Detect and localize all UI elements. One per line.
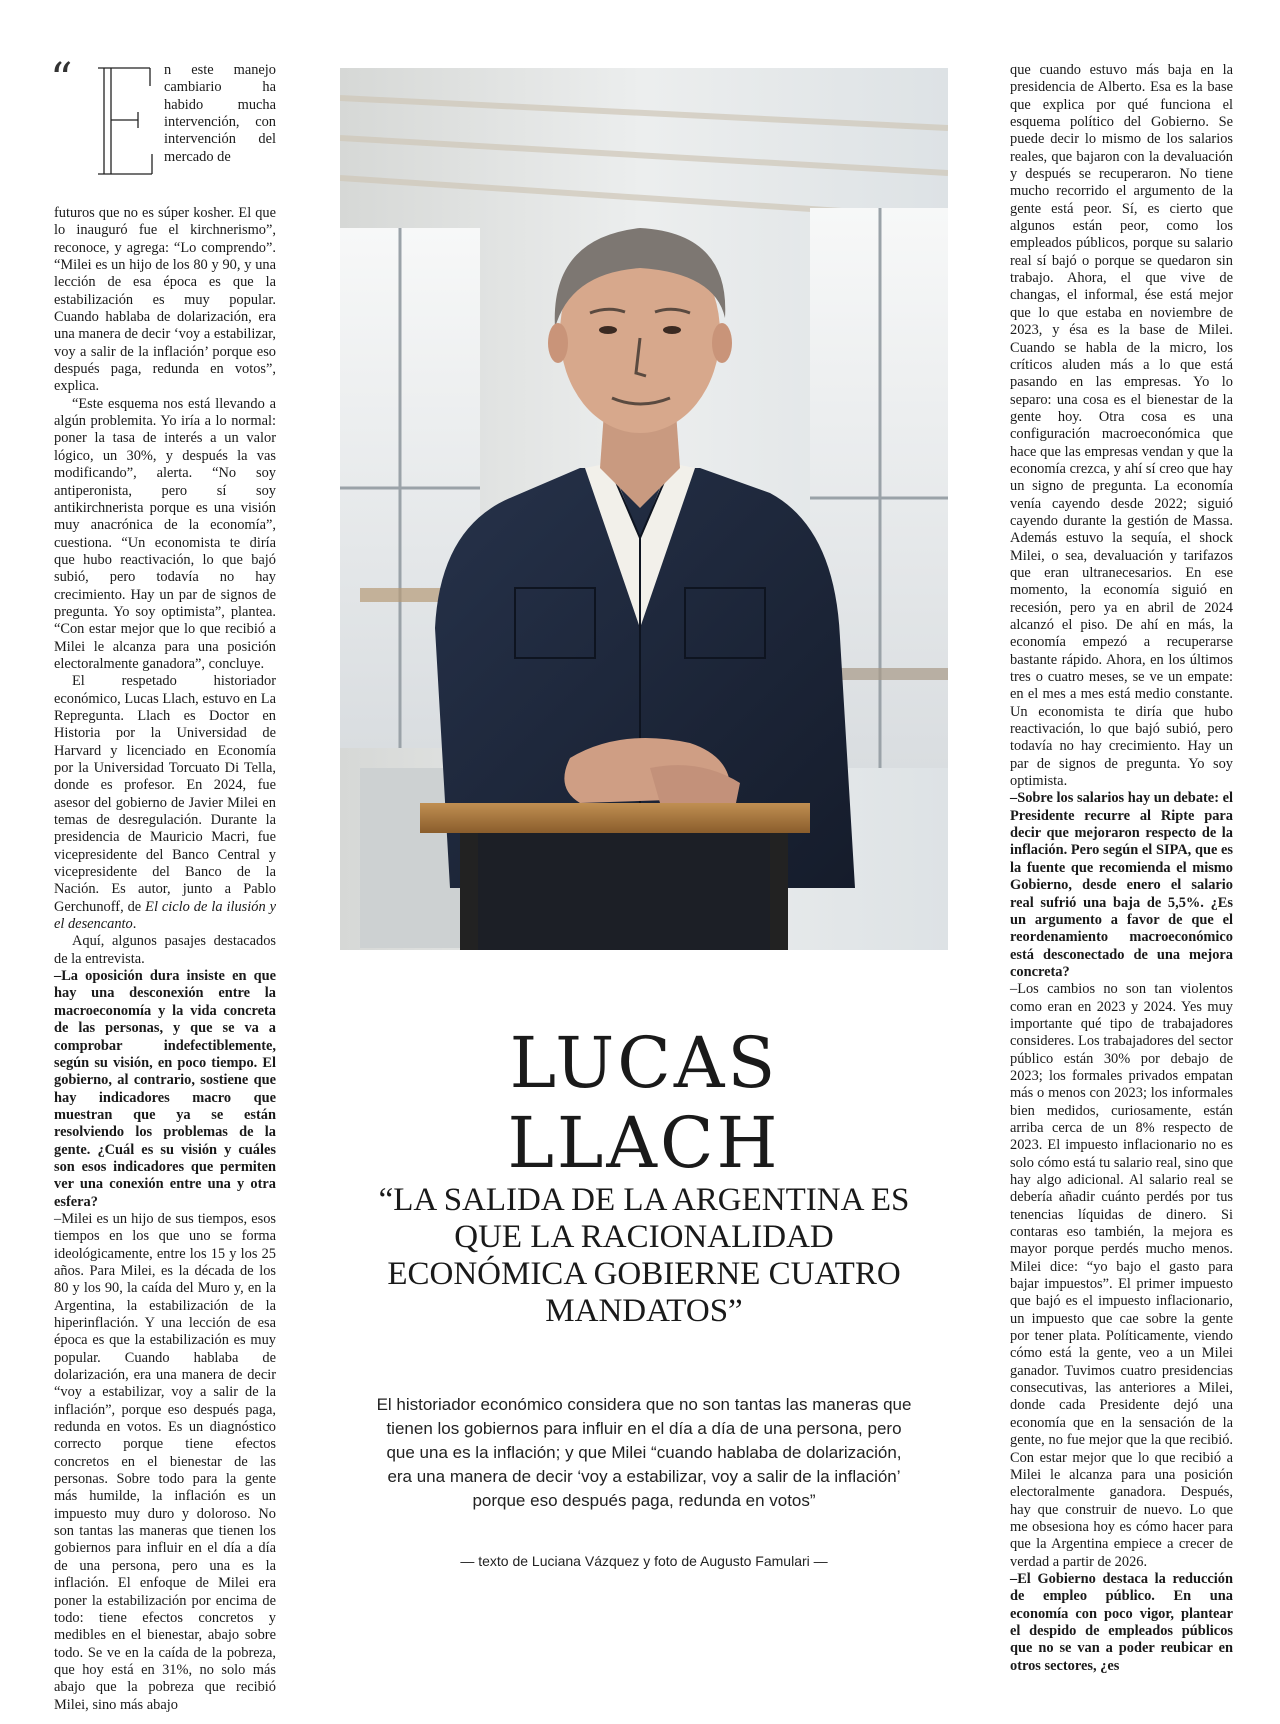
book-title: El ciclo de la ilusión y el desencanto: [54, 898, 276, 933]
right-column: [1010, 62, 1233, 1675]
interview-answer: –Los cambios no son tan violentos como eran en 2023 y 2024. Yes muy importante qué tipo de trabajadores consideres. Los trabajadores del sector público están 30% por debajo de 2023; los formales privados empatan más o menos con 2023; los informales bien medidos, curiosamente, están arriba cerca de un 8% respecto de 2023. El impuesto inflacionario no es solo cómo está tu salario real, sino que hay algo adicional. Al salario real se debería añadir cuánto perdés por tus tenencias líquidas de dinero. Si contaras eso también, la mejora es mayor porque perdés mucho menos. Milei dice: “yo bajo el gasto para bajar impuestos”. El primer impuesto que bajó es el impuesto inflacionario, un impuesto que cae sobre la gente por tener plata. Políticamente, viendo cómo está la gente, veo a un Milei ganador. Tuvimos cuatro presidencias consecutivas, las anteriores a Milei, donde cada Presidente dejó una economía que en la sensación de la gente, no fue mejor que la que recibió. Con estar mejor que lo que recibió a Milei le alcanza para una posición electoralmente ganadora. Después, hay que construir de nuevo. Lo que me obsesiona hoy es cómo hacer para que la Argentina empiece a crecer de verdad a partir de 2026.: [1010, 981, 1233, 1570]
paragraph: Aquí, algunos pasajes destacados de la entrevista.: [54, 933, 276, 967]
interview-question: –La oposición dura insiste en que hay una desconexión entre la macroeconomía y la vida concreta de las personas, y que se va a comprobar indefectiblemente, según su visión, en poco tiempo. El gobierno, al contrario, sostiene que hay indicadores macro que muestran que ya se están resolviendo los problemas de la gente. ¿Cuál es su visión y cuáles son esos indicadores que permiten ver una conexión entre una y otra esfera?: [54, 968, 276, 1210]
left-column: [50, 54, 276, 1714]
lead-block: [50, 54, 276, 205]
interview-question: –El Gobierno destaca la reducción de empleo público. En una economía con poco vigor, plantear el despido de empleados públicos que no se van a poder reubicar en otros sectores, ¿es: [1010, 1570, 1233, 1674]
interview-answer: –Milei es un hijo de sus tiempos, esos tiempos en los que uno se forma ideológicamente, entre los 15 y los 25 años. Para Milei, es la década de los 80 y los 90, la caída del Muro y, en la Argentina, la estabilización de la hiperinflación. Y una lección de esa época es que la estabilización es muy popular. Cuando hablaba de dolarización, era una manera de decir “voy a estabilizar, voy a salir de la inflación”, porque eso después paga, redunda en votos. Es un diagnóstico correcto porque tiene efectos concretos en el bienestar de las personas. Sobre todo para la gente más humilde, la inflación es un impuesto muy duro y doloroso. No son tantas las maneras que tienen los gobiernos para influir en el día a día de una persona, pero una es la inflación. El enfoque de Milei era poner la estabilización por encima de todo: tiene efectos concretos y medibles en el bienestar, abajo sobre todo. Se ve en la caída de la pobreza, que hoy está en 31%, no solo más abajo que la pobreza que recibió Milei, sino más abajo: [54, 1210, 276, 1713]
interview-question: –Sobre los salarios hay un debate: el Presidente recurre al Ripte para decir que mejoraron respecto de la inflación. Pero según el SIPA, que es la fuente que recomienda el mismo Gobierno, desde enero el salario real sufrió una baja de 5,5%. ¿Es un argumento a favor de que el reordenamiento macroeconómico está desconectado de una mejora concreta?: [1010, 790, 1233, 980]
paragraph: “Este esquema nos está llevando a algún problemita. Yo iría a lo normal: poner la tasa de interés a un valor lógico, un 30%, y después la vas modificando”, alerta. “No soy antiperonista, pero sí soy antikirchnerista porque es una visión muy anacrónica de la economía”, cuestiona. “Un economista te diría que hubo reactivación, lo que bajó subió, pero todavía no hay crecimiento. Hay un par de signos de pregunta. Yo soy optimista”, plantea. “Con estar mejor que lo que recibió a Milei le alcanza para una posición electoralmente ganadora”, concluye.: [54, 395, 276, 672]
name-last: LLACH: [507, 1102, 781, 1184]
lead-text: n este manejo cambiario ha habido mucha intervención, con intervención del mercado de: [164, 62, 276, 165]
paragraph: El respetado historiador económico, Lucas Llach, estuvo en La Repregunta. Llach es Doctor en Historia por la Universidad de Harvard y licenciado en Economía por la Universidad Torcuato Di Tella, donde es profesor. En 2024, fue asesor del gobierno de Javier Milei en temas de desregulación. Durante la presidencia de Mauricio Macri, fue vicepresidente del Banco Central y vicepresidente del Banco de la Nación. Es autor, junto a Pablo Gerchunoff, de El ciclo de la ilusión y el desencanto.: [54, 673, 276, 933]
interviewee-name: [340, 1023, 948, 1183]
portrait-image: [340, 68, 948, 950]
byline-credit: — texto de Luciana Vázquez y foto de Augusto Famulari —: [460, 1553, 828, 1569]
name-first: LUCAS: [509, 1022, 779, 1104]
headline-quote: “LA SALIDA DE LA ARGENTINA ES QUE LA RACIONALIDAD ECONÓMICA GOBIERNE CUATRO MANDATOS”: [378, 1182, 910, 1329]
portrait-photo: [340, 68, 948, 950]
paragraph: futuros que no es súper kosher. El que lo inauguró fue el kirchnerismo”, reconoce, y agrega: “Lo comprendo”. “Milei es un hijo de los 80 y 90, y una lección de esa época es que la estabilización es muy popular. Cuando hablaba de dolarización, era una manera de decir ‘voy a estabilizar, voy a salir de la inflación’ porque eso después paga, redunda en votos”, explica.: [54, 205, 276, 395]
interview-answer-continued: que cuando estuvo más baja en la presidencia de Alberto. Esa es la base que explica por qué funciona el esquema político del Gobierno. Se puede decir lo mismo de los salarios reales, que bajaron con la devaluación y después se recuperaron. No tiene mucho recorrido el argumento de la gente está peor. Sí, es cierto que algunos están peor, como los empleados públicos, porque su salario real sí bajó o porque se quedaron sin trabajo. Ahora, el que vive de changas, el informal, ése está mejor que lo que estaba en noviembre de 2023, y ésa es la base de Milei. Cuando se habla de la micro, los críticos aluden más a lo que está pasando en las empresas. Yo lo separo: una cosa es el bienestar de la gente hoy. Otra cosa es una configuración macroeconómica que hace que las empresas vendan y que la economía crezca, y ahí sí creo que hay un signo de pregunta. La economía venía cayendo desde 2022; siguió cayendo durante la gestión de Massa. Además estuvo la sequía, el shock Milei, o sea, devaluación y tarifazos que eran ultranecesarios. En ese momento, la economía siguió en recesión, pero ya en abril de 2024 alcanzó el piso. De ahí en más, la economía empezó a recuperarse bastante rápido. Ahora, en los últimos tres o cuatro meses, se ve un empate: en el mes a mes está medio constante. Un economista te diría que hubo reactivación, lo que bajó subió, pero todavía no hay crecimiento. Hay un par de signos de pregunta. Yo soy optimista.: [1010, 62, 1233, 790]
article-summary: El historiador económico considera que no son tantas las maneras que tienen los gobiernos para influir en el día a día de una persona, pero que una es la inflación; y que Milei “cuando hablaba de dolarización, era una manera de decir ‘voy a estabilizar, voy a salir de la inflación’ porque eso después paga, redunda en votos”: [376, 1395, 912, 1510]
svg-text:E: E: [92, 66, 93, 67]
drop-cap-e: [92, 66, 154, 176]
opening-quote-mark: “: [50, 54, 73, 105]
